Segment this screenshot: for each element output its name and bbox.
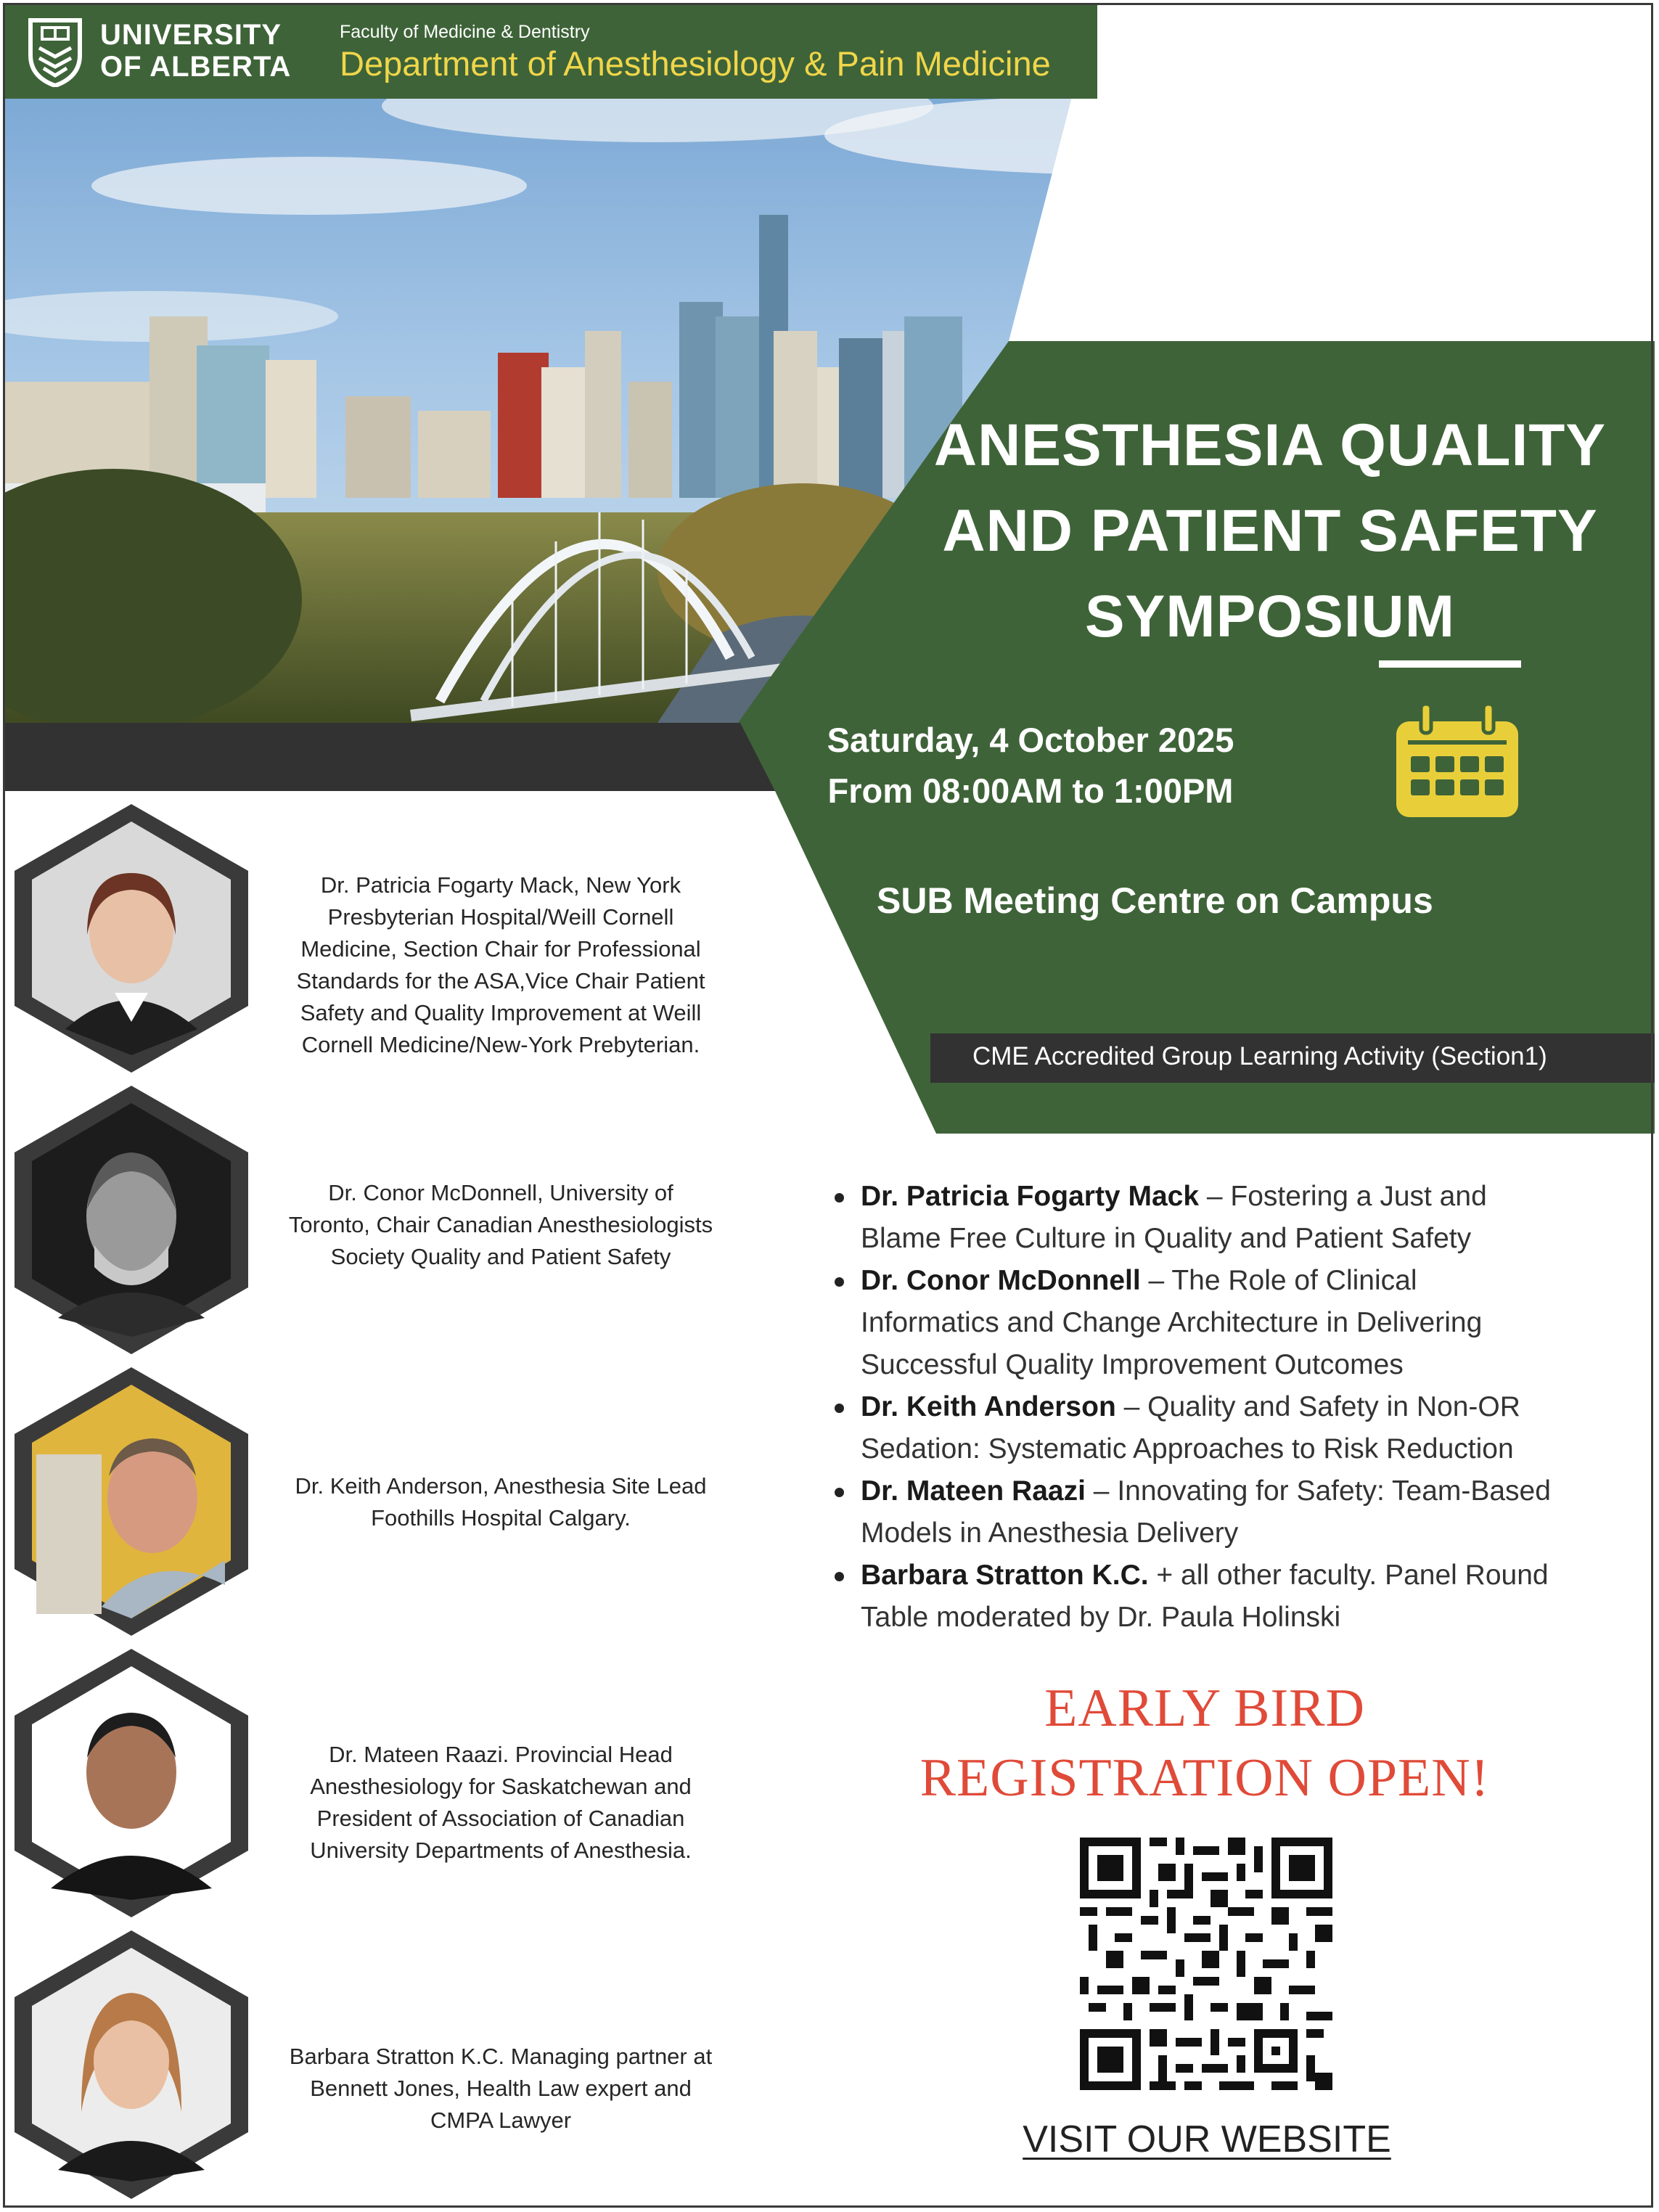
speaker-bio-raazi [254, 1739, 747, 1867]
agenda-talk: – Quality and Safety in Non-OR [1115, 1391, 1520, 1422]
faculty-name: Faculty of Medicine & Dentistry [340, 22, 590, 42]
bio-line: Medicine, Section Chair for Professional [300, 936, 701, 962]
early-bird-heading [856, 1674, 1553, 1813]
agenda-speaker-name: Barbara Stratton K.C. [861, 1560, 1149, 1591]
bio-line: Barbara Stratton K.C. Managing partner at [289, 2044, 713, 2069]
bio-line: University Departments of Anesthesia. [310, 1838, 692, 1863]
speaker-photo-fogarty-mack [15, 804, 248, 1073]
event-time: From 08:00AM to 1:00PM [827, 771, 1234, 810]
agenda-list [833, 1176, 1602, 1639]
bio-line: Toronto, Chair Canadian Anesthesiologists [288, 1212, 713, 1237]
bio-line: CMPA Lawyer [430, 2107, 572, 2133]
event-title-line2: AND PATIENT SAFETY [942, 498, 1598, 564]
bio-line: Dr. Patricia Fogarty Mack, New York [320, 872, 681, 898]
agenda-item [833, 1554, 1602, 1639]
agenda-talk: – Fostering a Just and [1199, 1181, 1487, 1212]
bio-line: Cornell Medicine/New-York Prebyterian. [301, 1032, 700, 1057]
department-name: Department of Anesthesiology & Pain Medicine [340, 44, 1051, 83]
registration-qr-code[interactable] [1080, 1838, 1332, 2090]
speaker-photo-stratton [15, 1930, 248, 2199]
agenda-item [833, 1176, 1602, 1260]
accreditation-text: CME Accredited Group Learning Activity (Section1) [972, 1042, 1547, 1070]
agenda-talk: Models in Anesthesia Delivery [861, 1517, 1239, 1549]
bio-line: Standards for the ASA,Vice Chair Patient [296, 968, 705, 994]
bio-line: Anesthesiology for Saskatchewan and [310, 1774, 692, 1799]
bio-line: Society Quality and Patient Safety [330, 1244, 671, 1269]
event-date: Saturday, 4 October 2025 [827, 721, 1234, 759]
speaker-photo-mcdonnell [15, 1086, 248, 1354]
agenda-speaker-name: Dr. Keith Anderson [861, 1391, 1116, 1422]
event-datetime [813, 715, 1248, 816]
agenda-speaker-name: Dr. Patricia Fogarty Mack [861, 1181, 1200, 1212]
speaker-bio-anderson [254, 1470, 747, 1534]
bio-line: Dr. Mateen Raazi. Provincial Head [329, 1742, 673, 1767]
bio-line: Safety and Quality Improvement at Weill [300, 1000, 702, 1025]
agenda-talk: + all other faculty. Panel Round [1148, 1560, 1549, 1591]
event-title-line3: SYMPOSIUM [1084, 583, 1456, 650]
agenda-speaker-name: Dr. Conor McDonnell [861, 1265, 1141, 1296]
agenda-talk: Table moderated by Dr. Paula Holinski [861, 1602, 1341, 1633]
header-bar [4, 4, 1097, 99]
speaker-photo-anderson [15, 1367, 248, 1636]
speaker-bio-fogarty-mack [254, 869, 747, 1061]
visit-website-link[interactable]: VISIT OUR WEBSITE [1023, 2118, 1391, 2160]
title-underline [1379, 660, 1521, 668]
university-crest-icon [26, 15, 84, 87]
agenda-talk: Sedation: Systematic Approaches to Risk Reduction [861, 1433, 1514, 1465]
university-name [100, 19, 291, 83]
event-title [885, 403, 1655, 660]
agenda-talk: Blame Free Culture in Quality and Patient Safety [861, 1223, 1472, 1254]
agenda-talk: Informatics and Change Architecture in Delivering [861, 1307, 1483, 1338]
bio-line: Bennett Jones, Health Law expert and [310, 2076, 692, 2101]
bio-line: Dr. Conor McDonnell, University of [328, 1180, 673, 1205]
university-name-line1: UNIVERSITY [100, 19, 282, 51]
bio-line: President of Association of Canadian [316, 1806, 685, 1831]
agenda-talk: – The Role of Clinical [1140, 1265, 1417, 1296]
event-title-line1: ANESTHESIA QUALITY [933, 412, 1607, 478]
early-bird-line2: REGISTRATION OPEN! [919, 1748, 1490, 1808]
university-name-line2: OF ALBERTA [100, 51, 292, 83]
agenda-talk: – Innovating for Safety: Team-Based [1085, 1475, 1551, 1507]
agenda-item [833, 1386, 1602, 1470]
accreditation-band [930, 1033, 1655, 1083]
agenda-item [833, 1260, 1602, 1386]
bio-line: Dr. Keith Anderson, Anesthesia Site Lead [295, 1473, 707, 1499]
agenda-speaker-name: Dr. Mateen Raazi [861, 1475, 1086, 1507]
early-bird-line1: EARLY BIRD [1044, 1679, 1365, 1738]
speaker-photo-raazi [15, 1649, 248, 1917]
event-venue: SUB Meeting Centre on Campus [877, 880, 1433, 921]
bio-line: Foothills Hospital Calgary. [371, 1505, 631, 1531]
agenda-talk: Successful Quality Improvement Outcomes [861, 1349, 1404, 1380]
calendar-icon [1392, 702, 1523, 822]
bio-line: Presbyterian Hospital/Weill Cornell [327, 904, 674, 930]
speaker-bio-mcdonnell [254, 1177, 747, 1273]
agenda-item [833, 1470, 1602, 1554]
speaker-bio-stratton [254, 2041, 747, 2137]
